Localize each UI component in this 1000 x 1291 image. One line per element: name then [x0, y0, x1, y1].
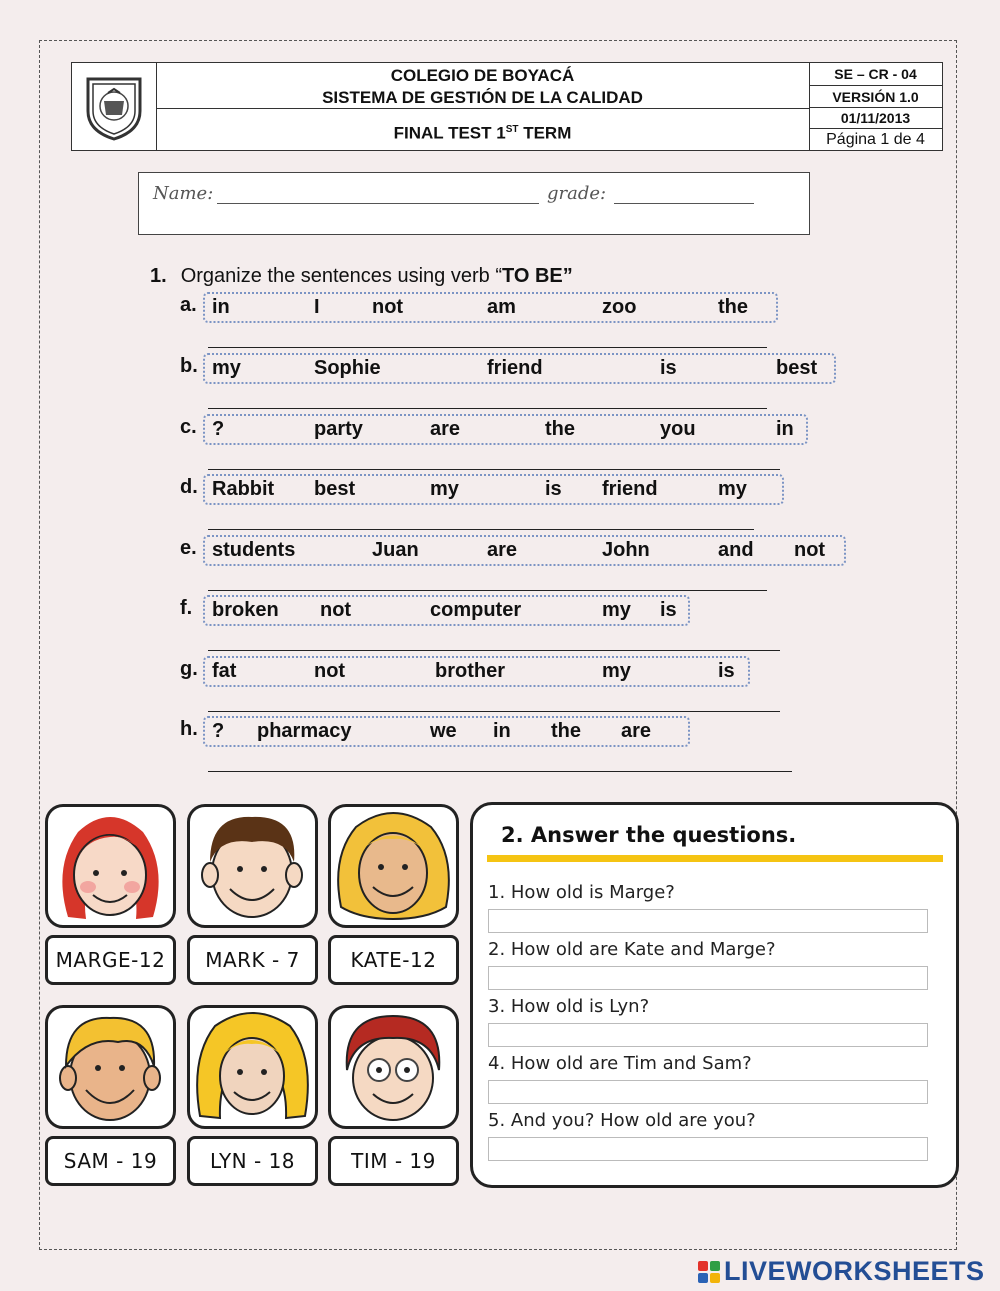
q1-answer-line[interactable]	[208, 408, 767, 409]
face-tim	[328, 1005, 459, 1129]
q1-word: in	[493, 720, 511, 742]
q1-word: are	[621, 720, 652, 742]
q1-word: my	[430, 478, 459, 500]
q1-answer-line[interactable]	[208, 771, 792, 772]
q1-word: my	[602, 660, 631, 682]
grade-label: grade:	[547, 183, 607, 204]
face-lyn	[187, 1005, 318, 1129]
face-sam	[45, 1005, 176, 1129]
q1-word: best	[314, 478, 356, 500]
brand-name: LIVEWORKSHEETS	[724, 1256, 985, 1286]
q1-word: zoo	[602, 296, 637, 318]
q1-word: in	[212, 296, 230, 318]
doc-code: SE – CR - 04	[809, 63, 942, 86]
school-crest-logo	[72, 63, 157, 150]
q1-word: Sophie	[314, 357, 381, 379]
school-name: COLEGIO DE BOYACÁ	[390, 66, 575, 85]
q1-answer-line[interactable]	[208, 347, 767, 348]
q2-answer-5[interactable]	[488, 1137, 928, 1161]
test-title: FINAL TEST 1ST TERM	[393, 123, 572, 143]
q1-word: the	[551, 720, 581, 742]
q1-word: my	[602, 599, 631, 621]
q1-word-box	[203, 535, 846, 566]
q2-title: 2. Answer the questions.	[501, 823, 797, 847]
q1-word: ?	[212, 418, 225, 440]
q1-item-letter: g.	[180, 658, 198, 680]
q1-word-box	[203, 353, 836, 384]
q1-word: the	[545, 418, 575, 440]
label-kate: KATE-12	[328, 935, 459, 985]
face-marge	[45, 804, 176, 928]
q2-question-5: 5. And you? How old are you?	[488, 1110, 756, 1131]
q1-word: not	[794, 539, 826, 561]
label-sam: SAM - 19	[45, 1136, 176, 1186]
q1-item-letter: f.	[180, 597, 193, 619]
q1-word: is	[660, 599, 677, 621]
q1-word: friend	[602, 478, 658, 500]
q1-word: Juan	[372, 539, 419, 561]
q1-word-box	[203, 656, 750, 687]
q1-word: friend	[487, 357, 543, 379]
q1-word: party	[314, 418, 363, 440]
q2-answer-1[interactable]	[488, 909, 928, 933]
page-number: Página 1 de 4	[826, 131, 925, 148]
label-tim: TIM - 19	[328, 1136, 459, 1186]
document-header	[71, 62, 943, 151]
q1-word: not	[320, 599, 352, 621]
q1-word: John	[602, 539, 650, 561]
q1-word: Rabbit	[212, 478, 275, 500]
q1-word: fat	[212, 660, 237, 682]
q1-item-letter: a.	[180, 294, 197, 316]
q2-question-4: 4. How old are Tim and Sam?	[488, 1053, 752, 1074]
q1-word: not	[314, 660, 346, 682]
label-lyn: LYN - 18	[187, 1136, 318, 1186]
q1-answer-line[interactable]	[208, 711, 780, 712]
doc-date: 01/11/2013	[809, 108, 942, 129]
q2-title-underline	[487, 855, 943, 862]
q1-word: are	[487, 539, 518, 561]
q1-word: students	[212, 539, 296, 561]
q1-word: broken	[212, 599, 279, 621]
q1-word: is	[718, 660, 735, 682]
q1-item-letter: b.	[180, 355, 198, 377]
name-label: Name:	[153, 183, 214, 204]
q1-word: you	[660, 418, 696, 440]
q1-word: is	[660, 357, 677, 379]
liveworksheets-logo	[698, 1256, 985, 1287]
q1-word: the	[718, 296, 748, 318]
q1-word: ?	[212, 720, 225, 742]
q1-item-letter: d.	[180, 476, 198, 498]
q1-word: pharmacy	[257, 720, 352, 742]
q2-answer-2[interactable]	[488, 966, 928, 990]
face-kate	[328, 804, 459, 928]
q1-item-letter: h.	[180, 718, 198, 740]
q1-answer-line[interactable]	[208, 590, 767, 591]
face-mark	[187, 804, 318, 928]
q2-question-3: 3. How old is Lyn?	[488, 996, 650, 1017]
q1-word: am	[487, 296, 516, 318]
q1-word: and	[718, 539, 754, 561]
q1-word: my	[212, 357, 241, 379]
q1-answer-line[interactable]	[208, 469, 780, 470]
doc-version: VERSIÓN 1.0	[809, 86, 942, 108]
q1-word-box	[203, 474, 784, 505]
q1-answer-line[interactable]	[208, 529, 754, 530]
q1-word-box	[203, 716, 690, 747]
q1-item-letter: e.	[180, 537, 197, 559]
q1-word: I	[314, 296, 320, 318]
q1-word: not	[372, 296, 404, 318]
q1-word: computer	[430, 599, 522, 621]
q1-word: is	[545, 478, 562, 500]
label-marge: MARGE-12	[45, 935, 176, 985]
q1-word: brother	[435, 660, 505, 682]
q1-answer-line[interactable]	[208, 650, 780, 651]
q2-question-1: 1. How old is Marge?	[488, 882, 675, 903]
q1-word: my	[718, 478, 747, 500]
q1-word-box	[203, 292, 778, 323]
label-mark: MARK - 7	[187, 935, 318, 985]
q2-question-2: 2. How old are Kate and Marge?	[488, 939, 776, 960]
q1-word: we	[430, 720, 457, 742]
q1-word-box	[203, 595, 690, 626]
student-info-box	[138, 172, 810, 235]
q1-item-letter: c.	[180, 416, 197, 438]
q1-word-box	[203, 414, 808, 445]
q1-word: are	[430, 418, 461, 440]
q2-answer-3[interactable]	[488, 1023, 928, 1047]
q2-answer-4[interactable]	[488, 1080, 928, 1104]
grade-input-line[interactable]	[614, 203, 754, 204]
q1-word: best	[776, 357, 818, 379]
q1-word: in	[776, 418, 794, 440]
q2-panel	[470, 802, 959, 1188]
q1-instruction: 1. Organize the sentences using verb “TO BE”	[150, 265, 573, 287]
name-input-line[interactable]	[217, 203, 539, 204]
quality-system: SISTEMA DE GESTIÓN DE LA CALIDAD	[322, 88, 643, 107]
liveworksheets-icon	[698, 1261, 720, 1283]
